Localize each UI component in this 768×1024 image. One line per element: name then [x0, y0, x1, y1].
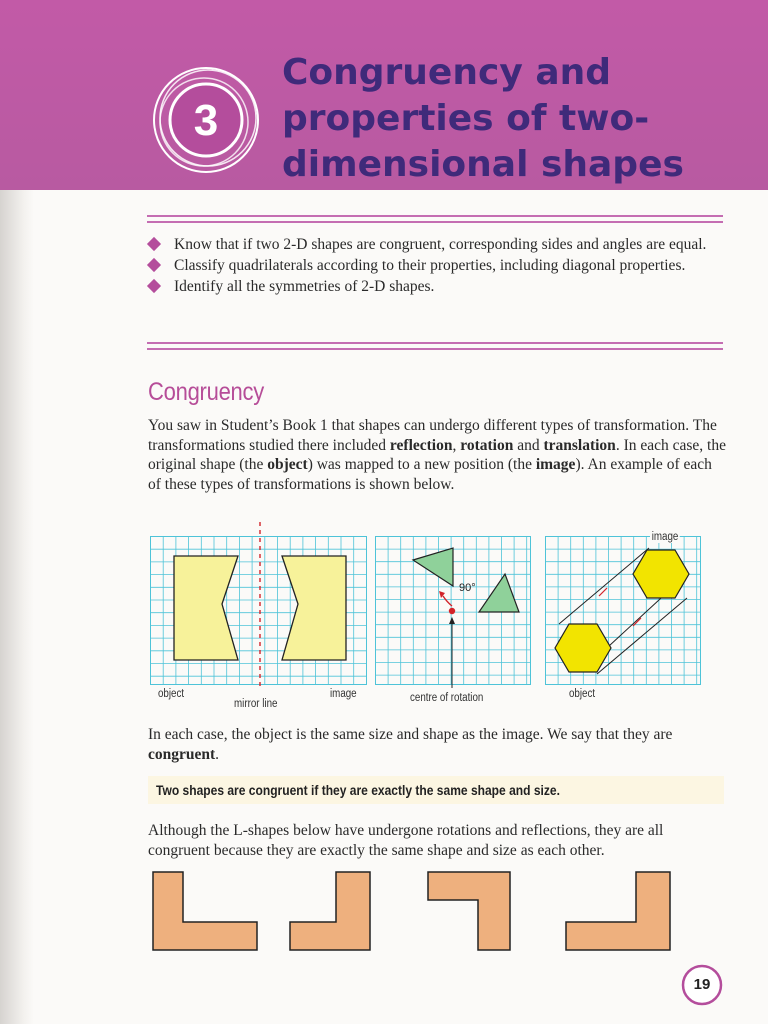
- objective-text: Know that if two 2-D shapes are congruent, corresponding sides and angles are equal.: [174, 236, 707, 253]
- text-run: .: [215, 745, 220, 763]
- keyword-congruent: congruent: [148, 745, 216, 763]
- keyword-translation: translation: [543, 436, 616, 454]
- chapter-number: 3: [193, 96, 219, 145]
- diamond-bullet-icon: [147, 258, 161, 272]
- rotation-figure: [375, 536, 535, 688]
- diamond-bullet-icon: [147, 237, 161, 251]
- diamond-bullet-icon: [147, 279, 161, 293]
- object-shape: [174, 556, 238, 660]
- objectives-bottom-rule: [147, 342, 723, 344]
- chapter-title-line: Congruency and: [282, 52, 612, 93]
- translation-figure: [545, 536, 705, 688]
- objective-item: [146, 235, 726, 254]
- text-run: ). An example of each of these types of transformations is shown below.: [148, 456, 712, 493]
- caption-image: image: [651, 531, 679, 543]
- caption-object: object: [158, 688, 185, 700]
- chapter-number-badge: [148, 62, 264, 178]
- text-run: ,: [452, 436, 461, 454]
- objective-item: [146, 256, 726, 275]
- rotation-angle: 90°: [459, 582, 476, 594]
- reflection-figure: [150, 522, 370, 688]
- text-run: ) was mapped to a new position (the: [307, 456, 536, 473]
- lshapes-paragraph: Although the L-shapes below have undergone rotations and reflections, they are all congruent because they are exactly the same shape and size as each other.: [148, 822, 664, 859]
- centre-point: [449, 608, 455, 614]
- object-hexagon: [555, 624, 611, 672]
- objective-text: Identify all the symmetries of 2-D shapes.: [174, 278, 435, 295]
- intro-paragraph: [148, 416, 726, 494]
- image-hexagon: [633, 550, 689, 598]
- text-run: In each case, the object is the same size and shape as the image. We say that they are: [148, 726, 673, 743]
- definition-text: Two shapes are congruent if they are exactly the same shape and size.: [156, 782, 560, 798]
- caption-object: object: [569, 688, 596, 700]
- chapter-title-line: properties of two-: [282, 98, 650, 139]
- objectives-top-rule: [147, 221, 723, 223]
- page-number: [681, 964, 723, 1006]
- text-run: You saw in Student’s Book 1 that shapes can undergo different types of transformation. The transformations studied there included: [148, 417, 717, 454]
- keyword-rotation: rotation: [460, 436, 514, 454]
- l-shape: [288, 870, 373, 952]
- l-shape: [151, 870, 261, 952]
- objective-text: Classify quadrilaterals according to their properties, including diagonal properties.: [174, 257, 686, 274]
- l-shape: [426, 870, 512, 952]
- keyword-reflection: reflection: [389, 436, 453, 454]
- keyword-image: image: [535, 456, 576, 473]
- text-run: and: [513, 436, 544, 454]
- object-triangle: [413, 548, 453, 586]
- pointer-arrowhead-icon: [449, 617, 455, 624]
- text-run: . In each case, the original shape (the: [148, 436, 726, 473]
- objectives-bottom-rule: [147, 348, 723, 350]
- objective-item: [146, 277, 726, 296]
- chapter-title-line: dimensional shapes: [282, 144, 684, 185]
- chapter-header: [0, 0, 768, 190]
- definition-callout: [148, 776, 724, 804]
- congruent-paragraph: [148, 725, 726, 764]
- chapter-title: [282, 50, 742, 188]
- section-heading: Congruency: [148, 378, 264, 406]
- l-shape: [564, 870, 674, 952]
- page-number-text: 19: [693, 976, 711, 993]
- caption-image: image: [330, 688, 357, 700]
- keyword-object: object: [267, 456, 308, 473]
- rotation-arc: [443, 596, 452, 606]
- caption-centre-of-rotation: centre of rotation: [410, 692, 484, 704]
- image-shape: [282, 556, 346, 660]
- translation-line: [559, 548, 649, 624]
- image-triangle: [479, 574, 519, 612]
- objectives-top-rule: [147, 215, 723, 217]
- caption-mirror-line: mirror line: [234, 698, 278, 710]
- learning-objectives: [146, 235, 726, 298]
